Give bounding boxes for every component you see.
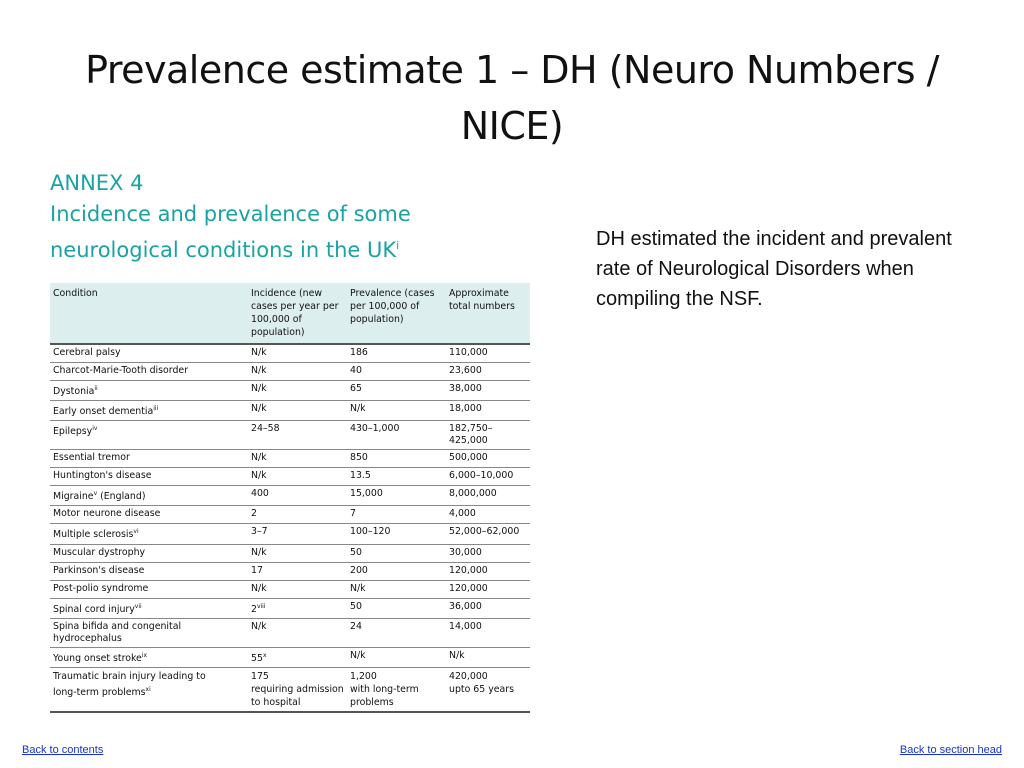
cell-condition-text: Parkinson's disease bbox=[53, 564, 145, 576]
cell-prevalence: 13.5 bbox=[347, 468, 446, 486]
cell-total: 14,000 bbox=[446, 618, 530, 647]
back-to-contents-link[interactable]: Back to contents bbox=[22, 744, 104, 756]
annex-heading-line2-text: neurological conditions in the UK bbox=[50, 238, 397, 262]
table-row bbox=[50, 562, 530, 580]
cell-condition bbox=[50, 450, 248, 468]
cell-prevalence: 24 bbox=[347, 618, 446, 647]
cell-incidence bbox=[248, 506, 347, 524]
cell-incidence bbox=[248, 421, 347, 450]
cell-condition-text: Post-polio syndrome bbox=[53, 582, 149, 594]
cell-total: N/k bbox=[446, 647, 530, 667]
cell-condition bbox=[50, 421, 248, 450]
table-row bbox=[50, 544, 530, 562]
cell-condition bbox=[50, 544, 248, 562]
cell-total: 18,000 bbox=[446, 401, 530, 421]
cell-total bbox=[446, 667, 530, 712]
cell-prevalence: 50 bbox=[347, 544, 446, 562]
cell-total: 52,000–62,000 bbox=[446, 524, 530, 544]
cell-prevalence: N/k bbox=[347, 580, 446, 598]
cell-incidence-text: N/k bbox=[251, 620, 267, 632]
cell-prevalence: 50 bbox=[347, 598, 446, 618]
cell-condition bbox=[50, 401, 248, 421]
cell-prevalence: 100–120 bbox=[347, 524, 446, 544]
cell-incidence bbox=[248, 344, 347, 363]
cell-incidence-line3: to hospital bbox=[251, 696, 301, 708]
cell-incidence bbox=[248, 486, 347, 506]
cell-incidence bbox=[248, 618, 347, 647]
cell-prevalence: N/k bbox=[347, 647, 446, 667]
cell-total: 110,000 bbox=[446, 344, 530, 363]
cell-condition bbox=[50, 524, 248, 544]
cell-incidence bbox=[248, 524, 347, 544]
cell-condition-footnote: vi bbox=[133, 528, 139, 536]
table-row bbox=[50, 363, 530, 381]
side-description: DH estimated the incident and prevalent rate of Neurological Disorders when compiling the NSF. bbox=[596, 228, 952, 310]
cell-incidence-text: 400 bbox=[251, 488, 269, 500]
cell-condition-line2-text: long-term problems bbox=[53, 686, 146, 698]
cell-total: 120,000 bbox=[446, 562, 530, 580]
cell-condition bbox=[50, 618, 248, 647]
cell-total: 8,000,000 bbox=[446, 486, 530, 506]
cell-incidence-footnote: viii bbox=[256, 602, 266, 610]
cell-prevalence: N/k bbox=[347, 401, 446, 421]
cell-condition-text: Muscular dystrophy bbox=[53, 546, 146, 558]
cell-incidence-text: N/k bbox=[251, 347, 267, 358]
cell-condition bbox=[50, 667, 248, 712]
cell-condition-text: Early onset dementia bbox=[53, 406, 154, 418]
cell-condition-footnote: v bbox=[93, 490, 98, 498]
cell-condition bbox=[50, 647, 248, 667]
cell-prevalence: 7 bbox=[347, 506, 446, 524]
cell-incidence-text: 55 bbox=[251, 652, 263, 664]
cell-incidence bbox=[248, 450, 347, 468]
cell-incidence-line1: 175 bbox=[251, 670, 269, 682]
cell-incidence-footnote: x bbox=[262, 651, 267, 659]
cell-condition-text: Young onset stroke bbox=[53, 652, 142, 664]
cell-condition-text: Migraine bbox=[53, 491, 94, 503]
cell-prevalence: 186 bbox=[347, 344, 446, 363]
cell-condition-footnote: vii bbox=[134, 602, 142, 610]
cell-incidence bbox=[248, 580, 347, 598]
cell-condition-footnote: iv bbox=[92, 425, 98, 433]
cell-incidence bbox=[248, 468, 347, 486]
cell-incidence-line2: requiring admission bbox=[251, 683, 344, 695]
cell-condition bbox=[50, 363, 248, 381]
cell-condition-text: Essential tremor bbox=[53, 452, 130, 464]
cell-condition-text: Epilepsy bbox=[53, 426, 93, 438]
cell-incidence-text: N/k bbox=[251, 383, 267, 394]
cell-prevalence bbox=[347, 667, 446, 712]
cell-condition bbox=[50, 562, 248, 580]
cell-total: 120,000 bbox=[446, 580, 530, 598]
cell-incidence-text: N/k bbox=[251, 546, 267, 558]
cell-prevalence: 40 bbox=[347, 363, 446, 381]
table-row bbox=[50, 524, 530, 544]
cell-condition bbox=[50, 344, 248, 363]
cell-incidence-text: N/k bbox=[251, 365, 267, 376]
cell-condition-suffix: (England) bbox=[97, 491, 146, 503]
cell-condition-text: Spina bifida and congenital hydrocephalus bbox=[53, 620, 182, 644]
back-to-section-head-link[interactable]: Back to section head bbox=[899, 744, 1002, 756]
cell-prevalence-line3: problems bbox=[350, 696, 394, 708]
cell-incidence bbox=[248, 667, 347, 712]
cell-prevalence: 15,000 bbox=[347, 486, 446, 506]
cell-condition bbox=[50, 506, 248, 524]
cell-prevalence-line1: 1,200 bbox=[350, 670, 377, 682]
cell-condition-text: Charcot-Marie-Tooth disorder bbox=[53, 365, 189, 376]
cell-incidence-text: 3–7 bbox=[251, 526, 268, 538]
annex-heading-line2 bbox=[50, 230, 530, 266]
cell-total: 182,750–425,000 bbox=[446, 421, 530, 450]
cell-condition-text: Huntington's disease bbox=[53, 470, 152, 482]
cell-total: 500,000 bbox=[446, 450, 530, 468]
annex-label: ANNEX 4 bbox=[50, 171, 144, 195]
cell-total-line2: upto 65 years bbox=[449, 683, 514, 695]
cell-incidence-text: 24–58 bbox=[251, 423, 280, 435]
cell-incidence-text: 17 bbox=[251, 564, 263, 576]
cell-incidence-text: N/k bbox=[251, 452, 267, 464]
cell-condition-text: Cerebral palsy bbox=[53, 347, 121, 358]
header-total: Approximate total numbers bbox=[446, 283, 530, 344]
cell-condition-line1: Traumatic brain injury leading to bbox=[53, 670, 206, 682]
cell-condition-footnote: iii bbox=[153, 405, 159, 413]
annex-heading-footnote: i bbox=[396, 239, 400, 252]
table-row bbox=[50, 580, 530, 598]
table-row bbox=[50, 450, 530, 468]
cell-incidence bbox=[248, 363, 347, 381]
cell-condition-footnote: xi bbox=[145, 685, 151, 693]
cell-condition-line2 bbox=[53, 683, 245, 699]
table-row bbox=[50, 486, 530, 506]
cell-incidence bbox=[248, 401, 347, 421]
cell-total: 38,000 bbox=[446, 381, 530, 401]
cell-prevalence-line2: with long-term bbox=[350, 683, 419, 695]
table-row bbox=[50, 421, 530, 450]
cell-incidence-text: N/k bbox=[251, 470, 267, 482]
table-body bbox=[50, 344, 530, 712]
cell-condition bbox=[50, 486, 248, 506]
table-row bbox=[50, 618, 530, 647]
cell-condition-footnote: ii bbox=[94, 385, 98, 392]
cell-total-line1: 420,000 bbox=[449, 670, 488, 682]
cell-condition-text: Spinal cord injury bbox=[53, 603, 135, 615]
cell-prevalence: 850 bbox=[347, 450, 446, 468]
cell-prevalence: 200 bbox=[347, 562, 446, 580]
header-prevalence: Prevalence (cases per 100,000 of population) bbox=[347, 283, 446, 344]
cell-total: 23,600 bbox=[446, 363, 530, 381]
cell-incidence bbox=[248, 562, 347, 580]
cell-condition bbox=[50, 580, 248, 598]
cell-incidence bbox=[248, 647, 347, 667]
cell-condition-text: Motor neurone disease bbox=[53, 508, 161, 520]
slide-title: Prevalence estimate 1 – DH (Neuro Numbers / NICE) bbox=[85, 48, 939, 148]
cell-condition bbox=[50, 598, 248, 618]
table-row bbox=[50, 381, 530, 401]
neuro-conditions-table bbox=[50, 283, 530, 713]
table-row-traumatic-brain-injury bbox=[50, 667, 530, 712]
table-row bbox=[50, 647, 530, 667]
cell-condition bbox=[50, 381, 248, 401]
cell-incidence-text: 2 bbox=[251, 603, 257, 615]
cell-prevalence: 65 bbox=[347, 381, 446, 401]
cell-total: 4,000 bbox=[446, 506, 530, 524]
annex-heading-block bbox=[50, 168, 530, 266]
cell-incidence-text: N/k bbox=[251, 403, 267, 415]
header-incidence: Incidence (new cases per year per 100,000 of population) bbox=[248, 283, 347, 344]
table-row bbox=[50, 468, 530, 486]
table-row bbox=[50, 598, 530, 618]
cell-incidence bbox=[248, 544, 347, 562]
annex-heading-line1: Incidence and prevalence of some bbox=[50, 202, 411, 226]
cell-condition bbox=[50, 468, 248, 486]
cell-incidence bbox=[248, 598, 347, 618]
cell-total: 30,000 bbox=[446, 544, 530, 562]
table-header-row bbox=[50, 283, 530, 344]
header-condition: Condition bbox=[50, 283, 248, 344]
cell-condition-footnote: ix bbox=[141, 651, 148, 659]
cell-condition-text: Dystonia bbox=[53, 386, 95, 398]
cell-incidence-text: 2 bbox=[251, 508, 257, 520]
cell-incidence-text: N/k bbox=[251, 582, 267, 594]
table-row bbox=[50, 506, 530, 524]
table-row bbox=[50, 401, 530, 421]
cell-total: 6,000–10,000 bbox=[446, 468, 530, 486]
cell-total: 36,000 bbox=[446, 598, 530, 618]
cell-condition-text: Multiple sclerosis bbox=[53, 529, 134, 541]
cell-prevalence: 430–1,000 bbox=[347, 421, 446, 450]
table-row bbox=[50, 344, 530, 363]
cell-incidence bbox=[248, 381, 347, 401]
